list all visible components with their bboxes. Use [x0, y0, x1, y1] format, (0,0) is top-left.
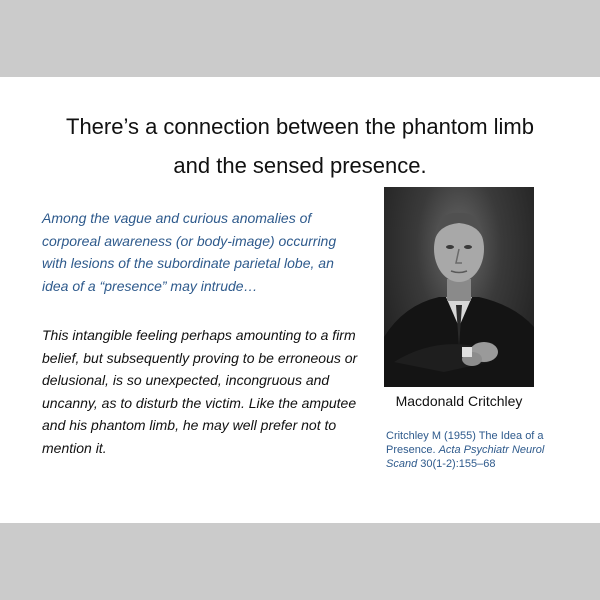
slide	[0, 77, 600, 523]
photo-caption: Macdonald Critchley	[395, 393, 523, 409]
body-line: delusional, is so unexpected, incongruous and	[42, 372, 330, 388]
citation-journal: Scand	[386, 458, 418, 470]
slide-title-line-2: and the sensed presence.	[173, 153, 427, 178]
citation-volume: 30(1-2):155–68	[417, 458, 496, 470]
quote-line: with lesions of the subordinate parietal lobe, an	[42, 255, 334, 271]
slide-title-line-1: There’s a connection between the phantom limb	[66, 114, 534, 139]
quote-line: idea of a “presence” may intrude…	[42, 277, 258, 294]
citation-line-2	[386, 443, 566, 457]
portrait-photo	[384, 187, 534, 387]
body-line: belief, but subsequently proving to be erroneous or	[42, 349, 358, 366]
citation-journal: Acta Psychiatr Neurol	[438, 444, 545, 456]
citation-text: Presence.	[386, 444, 439, 456]
citation-line-3	[386, 457, 566, 471]
body-text-block	[42, 324, 382, 459]
quote-block	[42, 207, 372, 297]
quote-line: Among the vague and curious anomalies of	[42, 210, 312, 226]
citation-line-1: Critchley M (1955) The Idea of a	[386, 430, 544, 442]
body-line: mention it.	[42, 439, 107, 456]
quote-line: corporeal awareness (or body-image) occurring	[42, 232, 337, 249]
body-line: and his phantom limb, he may well prefer not to	[42, 417, 337, 433]
body-line: This intangible feeling perhaps amounting to a firm	[42, 327, 356, 343]
body-line: uncanny, as to disturb the victim. Like the amputee	[42, 394, 357, 411]
citation	[386, 429, 566, 471]
